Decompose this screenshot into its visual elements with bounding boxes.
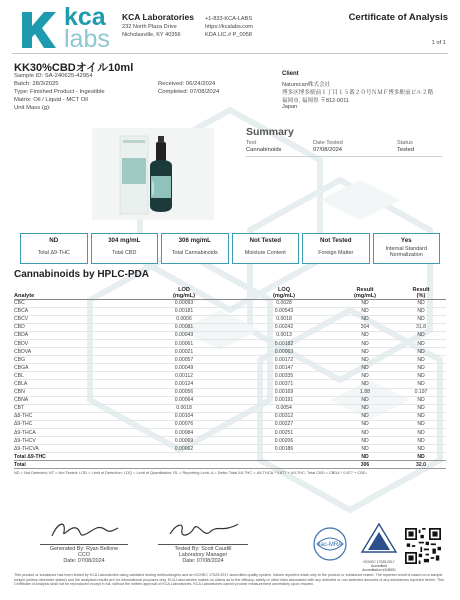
table-row xyxy=(14,388,446,396)
cell-analyte: Total xyxy=(14,461,134,469)
signature-ryan-bellone xyxy=(48,518,120,542)
cell-analyte: CBDVA xyxy=(14,348,134,356)
cell-pct: ND xyxy=(396,339,446,347)
summary-test-value: Cannabinoids xyxy=(246,147,282,153)
product-photo xyxy=(92,128,214,220)
logo-kca-text: kca xyxy=(64,3,106,31)
table-row xyxy=(14,445,446,453)
table-row xyxy=(14,364,446,372)
box-label: Foreign Matter xyxy=(318,250,354,256)
percent-unit: (%) xyxy=(416,292,426,299)
box-label: Moisture Content xyxy=(244,250,286,256)
cell-result: ND xyxy=(334,299,396,307)
cell-analyte: CBDV xyxy=(14,339,134,347)
cell-lod: 0.00084 xyxy=(134,429,234,437)
cell-lod: 0.00056 xyxy=(134,388,234,396)
cell-lod: 0.00093 xyxy=(134,299,234,307)
result-unit: (mg/mL) xyxy=(353,292,377,299)
box-value: 306 mg/mL xyxy=(178,237,211,244)
received-date: Received: 06/24/2024 xyxy=(158,81,216,87)
result-header xyxy=(334,284,396,299)
cell-pct: 31.8 xyxy=(396,323,446,331)
signature-line-tested xyxy=(158,544,248,545)
cell-lod: 0.00064 xyxy=(134,396,234,404)
client-name: Naturecan株式会社 xyxy=(282,82,331,88)
kca-labs-logo xyxy=(64,3,110,53)
cell-result: ND xyxy=(334,429,396,437)
cell-loq: 0.0018 xyxy=(234,315,334,323)
table-row xyxy=(14,420,446,428)
matrix: Matrix: Oil / Liquid - MCT Oil xyxy=(14,97,88,103)
cell-loq xyxy=(234,461,334,469)
cell-loq: 0.0054 xyxy=(234,404,334,412)
company-address-line1: 232 North Plaza Drive xyxy=(122,24,177,30)
box-foreign-matter xyxy=(302,233,370,264)
box-total-cannabinoids xyxy=(161,233,229,264)
table-row xyxy=(14,396,446,404)
summary-test-header: Test xyxy=(246,140,257,146)
cell-loq: 0.00186 xyxy=(234,445,334,453)
iso-seal-caption-line1: ISO/IEC 17025:2017 Accredited xyxy=(363,560,395,568)
table-row xyxy=(14,356,446,364)
cell-lod: 0.00076 xyxy=(134,420,234,428)
table-row xyxy=(14,331,446,339)
cannabinoids-section-title: Cannabinoids by HPLC-PDA xyxy=(14,269,150,280)
company-name: KCA Laboratories xyxy=(122,12,194,22)
lod-header xyxy=(134,284,234,299)
box-value: ND xyxy=(49,237,59,244)
generated-by-name: Generated By: Ryan Bellone xyxy=(49,546,119,552)
box-internal-standard xyxy=(373,233,441,264)
cell-result: ND xyxy=(334,356,396,364)
cell-result: ND xyxy=(334,364,396,372)
client-country: Japan xyxy=(282,104,298,110)
product-title: KK30%CBDオイル10ml xyxy=(14,62,134,74)
box-label: Total Cannabinoids xyxy=(171,250,218,256)
cell-result: ND xyxy=(334,404,396,412)
client-label: Client xyxy=(282,71,299,77)
cell-pct: ND xyxy=(396,299,446,307)
cell-analyte: CBGA xyxy=(14,364,134,372)
cell-pct: 32.0 xyxy=(396,461,446,469)
cell-loq: 0.00543 xyxy=(234,307,334,315)
iso-seal-caption-line2: Accreditation #108651 xyxy=(362,568,396,572)
cell-result: ND xyxy=(334,396,396,404)
cell-lod: 0.00124 xyxy=(134,380,234,388)
table-header-row xyxy=(14,284,446,299)
cell-loq: 0.00227 xyxy=(234,420,334,428)
cell-analyte: CBDA xyxy=(14,331,134,339)
cell-loq: 0.00335 xyxy=(234,372,334,380)
tested-by-role: Laboratory Manager xyxy=(178,552,228,559)
cell-analyte: CBT xyxy=(14,404,134,412)
table-row xyxy=(14,404,446,412)
summary-date-header: Date Tested xyxy=(313,140,343,146)
table-row xyxy=(14,307,446,315)
cell-pct: ND xyxy=(396,331,446,339)
cell-loq: 0.00206 xyxy=(234,437,334,445)
cell-result: ND xyxy=(334,412,396,420)
table-row xyxy=(14,315,446,323)
table-row xyxy=(14,372,446,380)
sample-type: Type: Finished Product - Ingestible xyxy=(14,89,105,95)
cell-analyte: CBC xyxy=(14,299,134,307)
cell-result: ND xyxy=(334,315,396,323)
table-total-row xyxy=(14,453,446,461)
cell-result: ND xyxy=(334,348,396,356)
cell-pct: ND xyxy=(396,437,446,445)
cell-pct: ND xyxy=(396,315,446,323)
cell-analyte: CBD xyxy=(14,323,134,331)
cell-result: ND xyxy=(334,339,396,347)
generated-by-role: CCO xyxy=(78,552,90,559)
cell-lod xyxy=(134,461,234,469)
iso-seal-caption xyxy=(356,560,402,572)
summary-date-value: 07/08/2024 xyxy=(313,147,343,153)
cell-result: ND xyxy=(334,372,396,380)
table-row xyxy=(14,323,446,331)
cell-result: 1.88 xyxy=(334,388,396,396)
cell-lod: 0.00081 xyxy=(134,323,234,331)
cell-result: 306 xyxy=(334,461,396,469)
cell-pct: ND xyxy=(396,420,446,428)
cell-analyte: CBG xyxy=(14,356,134,364)
analyte-header: Analyte xyxy=(14,284,134,299)
unit-mass: Unit Mass (g): xyxy=(14,105,51,111)
kca-logo-mark-icon xyxy=(18,10,60,50)
box-moisture-content xyxy=(232,233,300,264)
table-row xyxy=(14,348,446,356)
cell-result: ND xyxy=(334,307,396,315)
cell-lod: 0.00043 xyxy=(134,331,234,339)
cell-pct: 0.197 xyxy=(396,388,446,396)
table-row xyxy=(14,437,446,445)
cell-pct: ND xyxy=(396,356,446,364)
loq-header-label: LOQ xyxy=(277,286,291,293)
cell-analyte: Δ9-THCV xyxy=(14,437,134,445)
cell-pct: ND xyxy=(396,307,446,315)
cell-analyte: Δ8-THC xyxy=(14,412,134,420)
logo-labs-text: labs xyxy=(64,25,110,53)
cell-lod: 0.00069 xyxy=(134,437,234,445)
summary-status-value: Tested xyxy=(397,147,415,153)
summary-title: Summary xyxy=(246,126,294,138)
cell-lod: 0.0018 xyxy=(134,404,234,412)
client-address-line1: 博多区博多駅前１丁目１５番２０号ＮＭＦ博多駅前ビル２階 xyxy=(282,90,434,96)
cell-analyte: CBNA xyxy=(14,396,134,404)
cell-analyte: Δ9-THCA xyxy=(14,429,134,437)
cell-analyte: Δ9-THCVA xyxy=(14,445,134,453)
cell-pct: ND xyxy=(396,429,446,437)
cell-result: ND xyxy=(334,380,396,388)
loq-unit: (mg/mL) xyxy=(272,292,296,299)
table-row xyxy=(14,412,446,420)
table-legend: ND = Not Detected; NT = Not Tested; LOD = Limit of Detection; LOQ = Limit of Quantitation; RL = Reporting Limit; Δ = Delta; Total Δ9-THC = Δ9-THCA * 0.877 + Δ9-THC; Total CBD = CBDA * 0.877 + CBD; xyxy=(14,470,367,475)
cell-loq: 0.00191 xyxy=(234,396,334,404)
cell-result: ND xyxy=(334,331,396,339)
cell-pct: ND xyxy=(396,364,446,372)
box-total-cbd xyxy=(91,233,159,264)
cell-pct: ND xyxy=(396,396,446,404)
cell-pct: ND xyxy=(396,372,446,380)
generated-by-block xyxy=(24,546,144,565)
box-value: Yes xyxy=(400,237,412,244)
cell-loq: 0.0013 xyxy=(234,331,334,339)
company-phone: +1-833-KCA-LABS xyxy=(205,16,253,22)
ilac-seal-text: ilac-MRA xyxy=(317,542,343,548)
result-header-label: Result xyxy=(356,286,374,293)
cell-result: ND xyxy=(334,445,396,453)
summary-divider xyxy=(246,156,442,157)
cell-lod: 0.00021 xyxy=(134,348,234,356)
cell-loq: 0.0028 xyxy=(234,299,334,307)
cell-lod: 0.00062 xyxy=(134,445,234,453)
box-value: 304 mg/mL xyxy=(108,237,141,244)
cell-lod: 0.0006 xyxy=(134,315,234,323)
cell-pct: ND xyxy=(396,404,446,412)
table-row xyxy=(14,429,446,437)
ilac-mra-seal-icon xyxy=(312,526,348,562)
document-title: Certificate of Analysis xyxy=(348,12,448,23)
cell-pct: ND xyxy=(396,453,446,461)
cell-pct: ND xyxy=(396,445,446,453)
cell-result: ND xyxy=(334,453,396,461)
cell-analyte: Total Δ9-THC xyxy=(14,453,134,461)
cell-analyte: CBLA xyxy=(14,380,134,388)
cell-analyte: CBN xyxy=(14,388,134,396)
result-summary-boxes xyxy=(20,233,440,264)
completed-date: Completed: 07/08/2024 xyxy=(158,89,220,95)
percent-header xyxy=(396,284,446,299)
client-address-line2: 福岡市, 福岡県 〒812-0011 xyxy=(282,98,350,104)
loq-header xyxy=(234,284,334,299)
table-row xyxy=(14,299,446,307)
box-value: Not Tested xyxy=(249,237,281,244)
cell-analyte: CBL xyxy=(14,372,134,380)
header-divider xyxy=(12,53,448,54)
batch: Batch: 28/3/2025 xyxy=(14,81,59,87)
cell-result: ND xyxy=(334,437,396,445)
cell-loq xyxy=(234,453,334,461)
tested-by-date: Date: 07/08/2024 xyxy=(182,558,224,565)
signature-line-generated xyxy=(40,544,128,545)
box-label: Total CBD xyxy=(112,250,137,256)
lod-unit: (mg/mL) xyxy=(172,292,196,299)
cell-lod: 0.00057 xyxy=(134,356,234,364)
cell-pct: ND xyxy=(396,412,446,420)
cell-lod xyxy=(134,453,234,461)
iso-accreditation-seal-icon xyxy=(360,522,398,562)
table-total-row xyxy=(14,461,446,469)
cell-result: ND xyxy=(334,420,396,428)
cell-lod: 0.00061 xyxy=(134,339,234,347)
lod-header-label: LOD xyxy=(178,286,190,293)
page-number: 1 of 1 xyxy=(431,40,446,46)
cell-pct: ND xyxy=(396,348,446,356)
percent-header-label: Result xyxy=(412,286,430,293)
company-address-line2: Nicholasville, KY 40356 xyxy=(122,32,181,38)
cell-lod: 0.00181 xyxy=(134,307,234,315)
summary-status-header: Status xyxy=(397,140,413,146)
cell-loq: 0.00371 xyxy=(234,380,334,388)
cell-analyte: Δ9-THC xyxy=(14,420,134,428)
cell-loq: 0.00063 xyxy=(234,348,334,356)
cell-loq: 0.00182 xyxy=(234,339,334,347)
cell-loq: 0.00147 xyxy=(234,364,334,372)
cell-loq: 0.00169 xyxy=(234,388,334,396)
cell-analyte: CBCV xyxy=(14,315,134,323)
tested-by-block xyxy=(142,546,264,565)
box-label: Total Δ9-THC xyxy=(37,250,70,256)
qr-code-icon[interactable] xyxy=(405,528,441,564)
table-row xyxy=(14,380,446,388)
signature-scott-caudill xyxy=(164,518,240,542)
box-total-d9-thc xyxy=(20,233,88,264)
cell-lod: 0.00104 xyxy=(134,412,234,420)
cell-lod: 0.00112 xyxy=(134,372,234,380)
table-row xyxy=(14,339,446,347)
company-license: KDA LIC.# P_0058 xyxy=(205,32,252,38)
company-website[interactable]: https://kcalabs.com xyxy=(205,24,253,30)
cell-pct: ND xyxy=(396,380,446,388)
box-value: Not Tested xyxy=(319,237,352,244)
cell-loq: 0.00312 xyxy=(234,412,334,420)
cell-result: 304 xyxy=(334,323,396,331)
cell-loq: 0.00242 xyxy=(234,323,334,331)
cell-loq: 0.00251 xyxy=(234,429,334,437)
footer-disclaimer: This product or substance has been tested by KCA Laboratories using validated testing methodologies and an ISO/IEC 17025:2017 accredited quality system. Values reported relate only to the product or substance tested. The reported result is based on a sample weight (unless otherwise stated) and the analytical results are for informational purposes only. KCA Laboratories makes no claims as to the efficacy, safety or other risks associated with any detected or non-detected amounts of any substances reported herein. This Certificate of Analysis shall not be reproduced except in full, without the written approval of KCA Laboratories. KCA Laboratories cannot provide measurement uncertainty upon request. xyxy=(14,573,444,587)
tested-by-name: Tested By: Scott Caudill xyxy=(174,546,232,552)
sample-id: Sample ID: SA-240625-42954 xyxy=(14,73,93,79)
cell-analyte: CBCA xyxy=(14,307,134,315)
cell-loq: 0.00172 xyxy=(234,356,334,364)
box-label: Internal Standard Normalization xyxy=(385,246,427,258)
cell-lod: 0.00049 xyxy=(134,364,234,372)
generated-by-date: Date: 07/08/2024 xyxy=(63,558,105,565)
cannabinoids-table-body xyxy=(14,299,446,469)
cannabinoids-table xyxy=(14,284,446,469)
